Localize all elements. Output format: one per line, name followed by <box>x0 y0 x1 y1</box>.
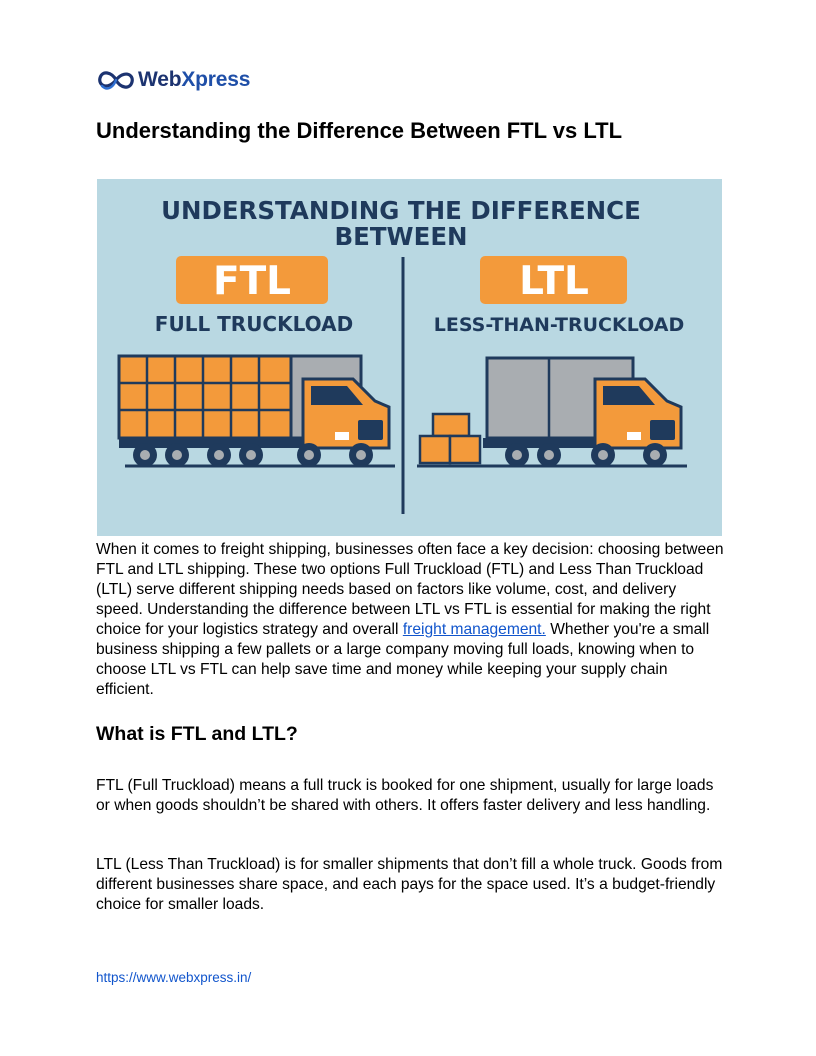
infinity-logo-icon <box>96 66 136 94</box>
ltl-caption: LESS-THAN-TRUCKLOAD <box>433 314 685 336</box>
ftl-caption: FULL TRUCKLOAD <box>154 312 354 336</box>
brand-name: WebXpress <box>138 68 251 91</box>
illustration-heading-line2: BETWEEN <box>334 222 468 251</box>
page-title: Understanding the Difference Between FTL vs LTL <box>96 118 623 143</box>
section-heading: What is FTL and LTL? <box>96 723 298 745</box>
brand-logo[interactable] <box>96 66 250 94</box>
ftl-badge-text: FTL <box>212 259 292 304</box>
intro-paragraph: When it comes to freight shipping, businesses often face a key decision: choosing between FTL and LTL shipping. These two options Full Truckload (FTL) and Less Than Truckload (LTL) serve different shipping needs based on factors like volume, cost, and delivery speed. Understanding the difference between LTL vs FTL is essential for making the right choice for your logistics strategy and overall freight management. Whether you're a small business shipping a few pallets or a large company moving full loads, knowing when to choose LTL vs FTL can help save time and money while keeping your supply chain efficient. <box>96 541 724 698</box>
footer-url-link[interactable]: https://www.webxpress.in/ <box>96 970 252 985</box>
ftl-vs-ltl-illustration <box>97 179 722 536</box>
ltl-paragraph: LTL (Less Than Truckload) is for smaller shipments that don’t fill a whole truck. Goods from different businesses share space, and each pays for the space used. It’s a budget-friendly choice for smaller loads. <box>96 856 723 913</box>
ftl-paragraph: FTL (Full Truckload) means a full truck is booked for one shipment, usually for large loads or when goods shouldn’t be shared with others. It offers faster delivery and less handling. <box>96 777 714 814</box>
illustration-heading-line1: UNDERSTANDING THE DIFFERENCE <box>161 196 641 225</box>
freight-management-link[interactable]: freight management. <box>402 621 546 638</box>
ltl-badge-text: LTL <box>519 259 589 304</box>
